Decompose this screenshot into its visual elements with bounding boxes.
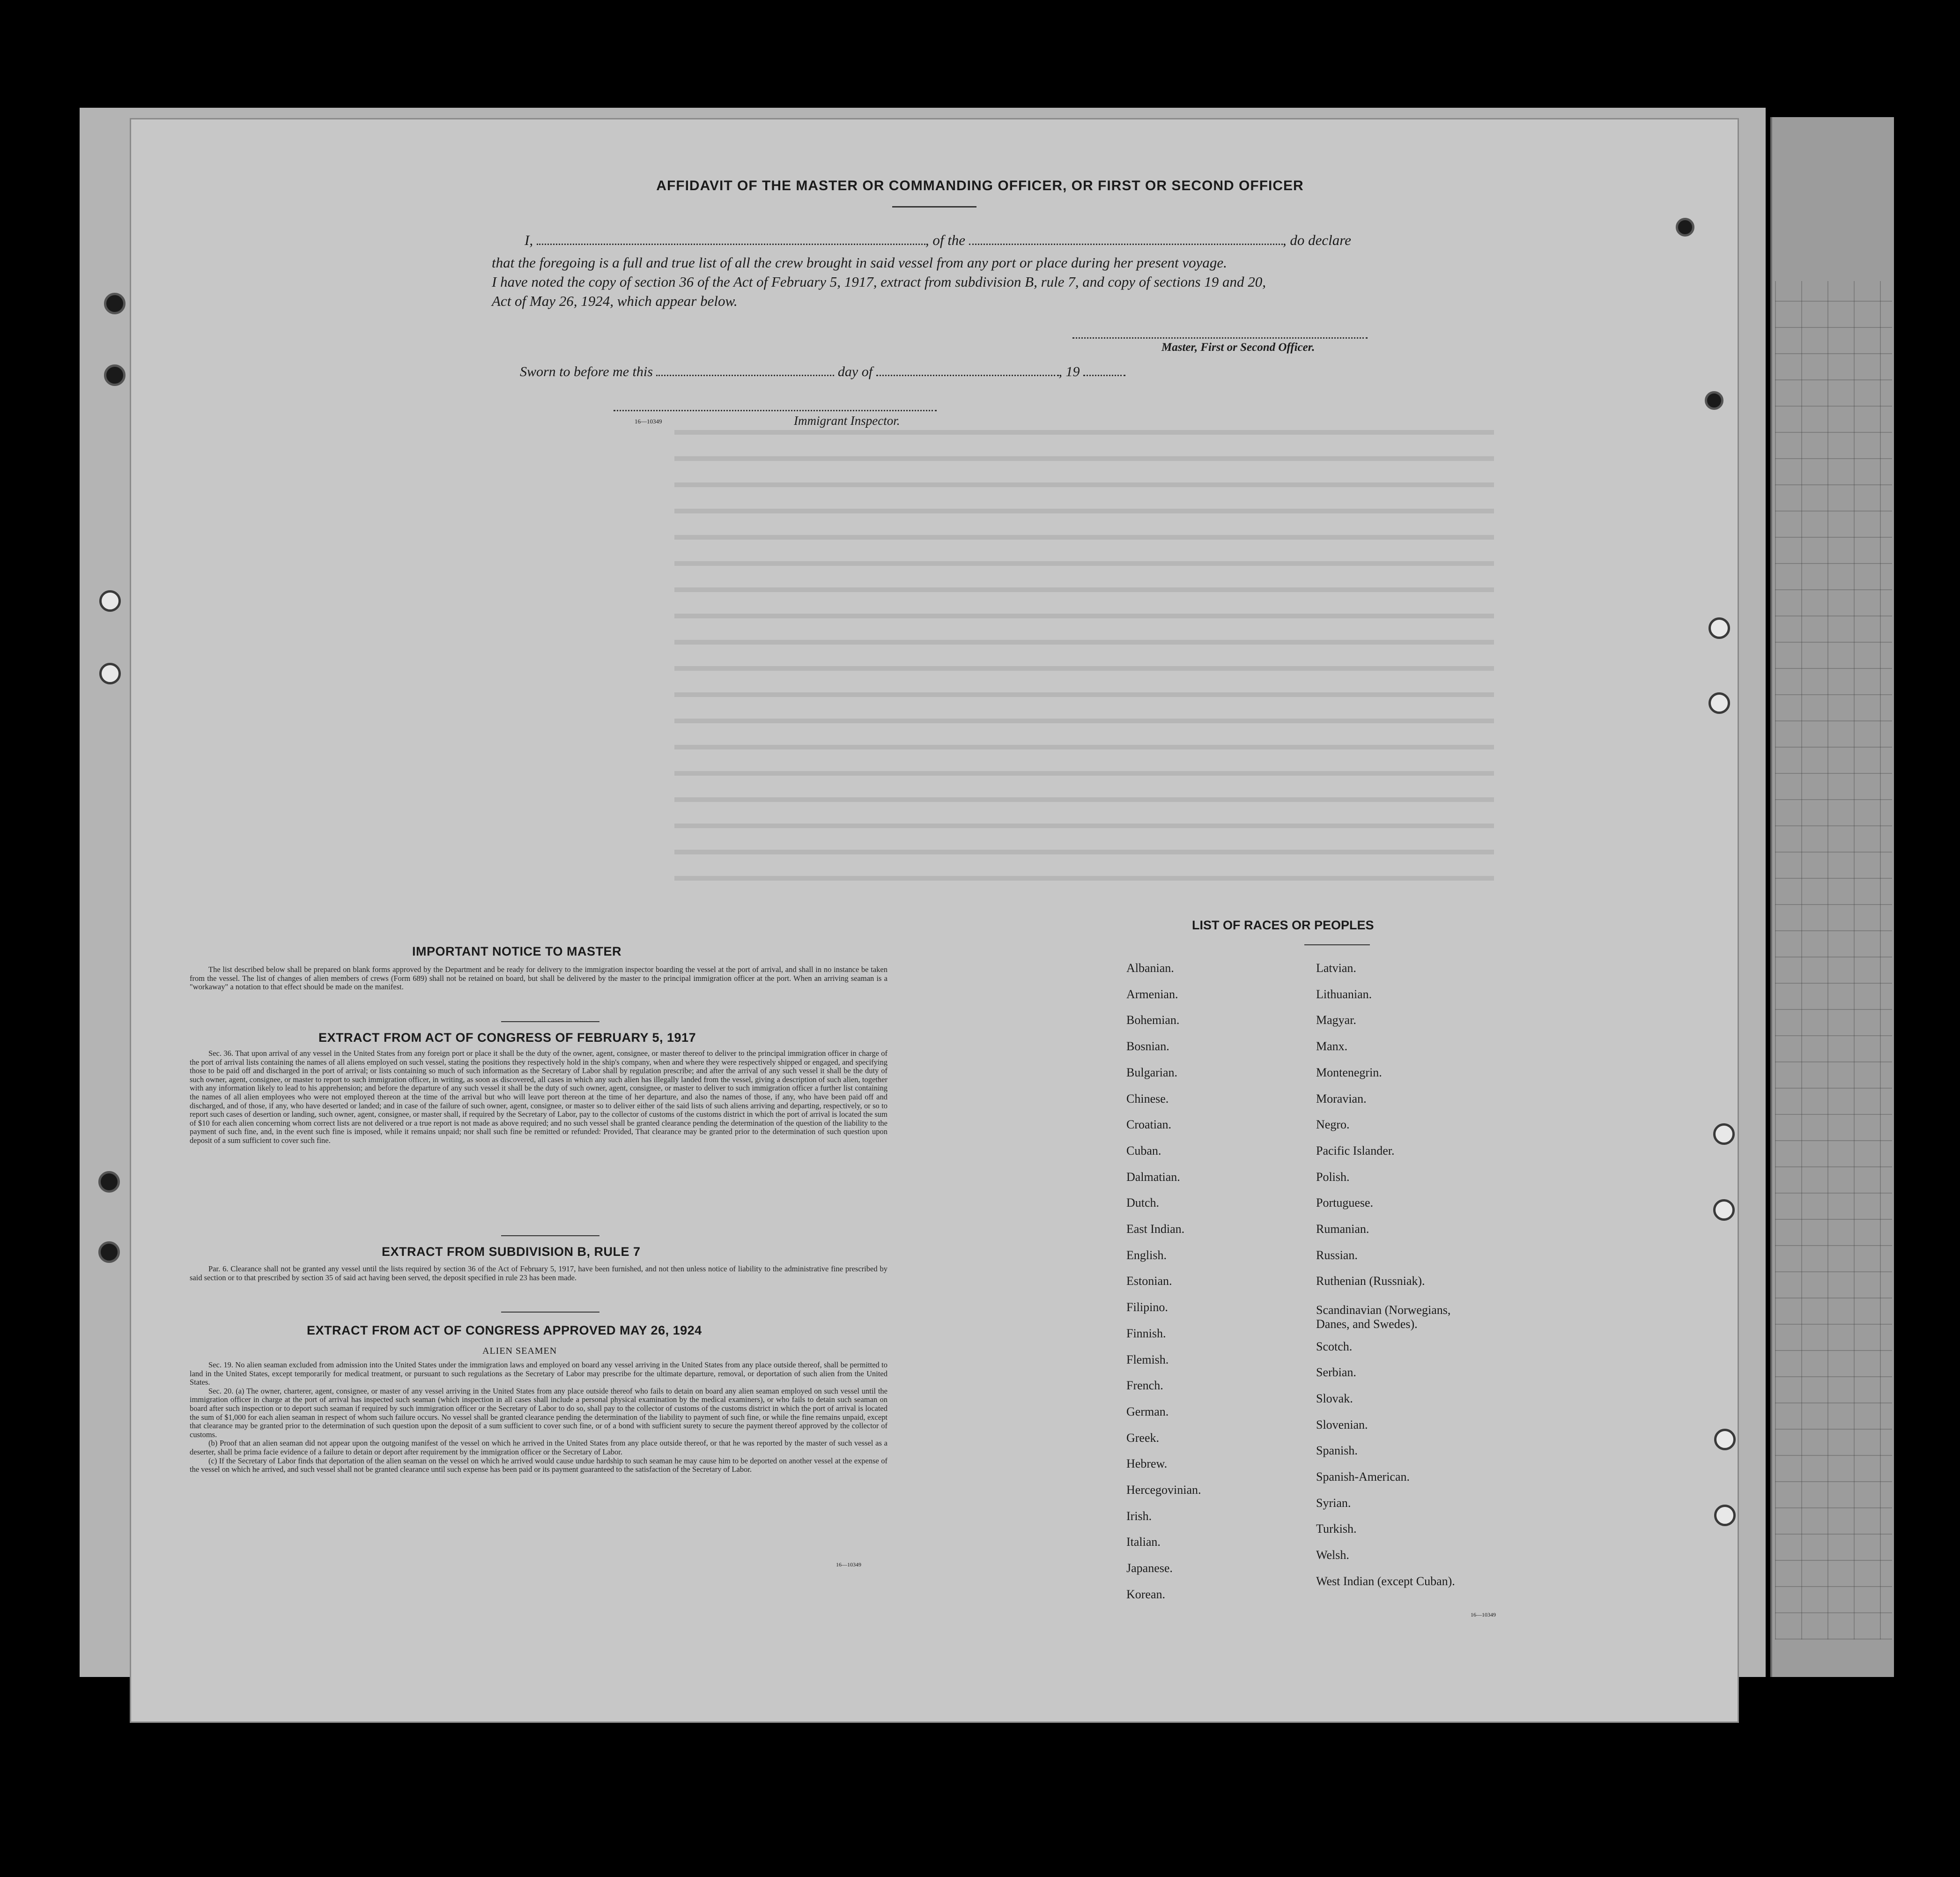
races-divider	[1304, 944, 1370, 945]
race-item: Polish.	[1316, 1170, 1350, 1184]
race-item: Armenian.	[1126, 987, 1178, 1001]
race-item: Serbian.	[1316, 1365, 1356, 1380]
sec-20b-text: (b) Proof that an alien seaman did not appear upon the outgoing manifest of the vessel on which he arrived in the United States from any place outside thereof, or that he was reported by the master of such vessel as a deserter, shall be prima facie evidence of a failure to detain or deport after requirement by the immigration officer or the Secretary of Labor.	[190, 1439, 888, 1456]
race-item: Moravian.	[1316, 1091, 1367, 1105]
punch-hole-icon	[1676, 218, 1694, 237]
race-item: Portuguese.	[1316, 1196, 1374, 1210]
races-title: LIST OF RACES OR PEOPLES	[1192, 918, 1374, 932]
form-number: 16—10349	[836, 1561, 861, 1568]
race-item: Pacific Islander.	[1316, 1143, 1395, 1157]
affidavit-title: AFFIDAVIT OF THE MASTER OR COMMANDING OFFICER, OR FIRST OR SECOND OFFICER	[656, 178, 1304, 193]
master-signature-field[interactable]	[1072, 337, 1368, 339]
affidavit-paragraph: that the foregoing is a full and true list of all the crew brought in said vessel from any port or place during her present voyage. I have noted the copy of section 36 of the Act of February 5, 1917, extract from subdivision B, rule 7, and copy of sections 19 and 20, Act of May 26, 1924, which appear below.	[492, 254, 1266, 309]
punch-hole-icon	[1705, 391, 1723, 410]
race-item: Hercegovinian.	[1126, 1483, 1201, 1497]
form-number: 16—10349	[1471, 1611, 1496, 1618]
race-item: Negro.	[1316, 1118, 1350, 1132]
punch-hole-icon	[1709, 692, 1730, 714]
punch-hole-icon	[1709, 617, 1730, 639]
title-divider	[892, 206, 976, 208]
race-item: Bohemian.	[1126, 1013, 1180, 1027]
race-item: Ruthenian (Russniak).	[1316, 1274, 1425, 1288]
race-item: Filipino.	[1126, 1300, 1168, 1314]
race-item: Scandinavian (Norwegians, Danes, and Swedes).	[1316, 1303, 1451, 1331]
notice-title: IMPORTANT NOTICE TO MASTER	[412, 944, 621, 958]
race-item: German.	[1126, 1404, 1169, 1418]
inspector-caption: Immigrant Inspector.	[794, 414, 900, 428]
sec-20c-text: (c) If the Secretary of Labor finds that deportation of the alien seaman on the vessel on which he arrived would cause undue hardship to such seaman he may cause him to be deported on another vessel at the expense of the vessel on which he arrived, and such vessel shall not be granted clearance until such expense has been paid or its payment guaranteed to the satisfaction of the Secretary of Labor.	[190, 1456, 888, 1474]
section-divider	[501, 1235, 599, 1236]
sworn-month-field[interactable]	[876, 364, 1059, 376]
do-declare-label: , do declare	[1282, 232, 1351, 248]
race-item: West Indian (except Cuban).	[1316, 1574, 1455, 1588]
inspector-signature-field[interactable]	[614, 410, 937, 411]
punch-hole-icon	[1713, 1199, 1735, 1221]
race-item: French.	[1126, 1379, 1163, 1393]
sworn-label: Sworn to before me this	[520, 364, 653, 379]
race-item: Rumanian.	[1316, 1222, 1369, 1236]
race-item: Spanish.	[1316, 1444, 1358, 1458]
i-label: I,	[525, 232, 533, 248]
day-of-label: day of	[837, 364, 873, 379]
race-item: Scotch.	[1316, 1339, 1353, 1353]
race-item: Slovak.	[1316, 1391, 1353, 1405]
vessel-name-field[interactable]	[969, 233, 1283, 245]
race-item: Finnish.	[1126, 1326, 1166, 1340]
alien-seamen-subtitle: ALIEN SEAMEN	[482, 1346, 557, 1356]
race-item: Syrian.	[1316, 1496, 1351, 1510]
race-item: East Indian.	[1126, 1222, 1185, 1236]
master-signature-caption: Master, First or Second Officer.	[1161, 341, 1315, 354]
race-item: Magyar.	[1316, 1013, 1356, 1027]
sworn-line	[520, 364, 1125, 380]
race-item: Welsh.	[1316, 1548, 1349, 1562]
race-item: Manx.	[1316, 1039, 1348, 1053]
year-label: , 19	[1058, 364, 1080, 379]
race-item: Flemish.	[1126, 1352, 1169, 1366]
punch-hole-icon	[1713, 1123, 1735, 1145]
race-item: English.	[1126, 1248, 1167, 1262]
punch-hole-icon	[104, 293, 126, 314]
document-page	[131, 119, 1738, 1721]
of-the-label: , of the	[925, 232, 966, 248]
race-item: Japanese.	[1126, 1561, 1173, 1575]
race-item: Turkish.	[1316, 1522, 1357, 1536]
race-item: Irish.	[1126, 1509, 1152, 1523]
race-item: Croatian.	[1126, 1118, 1172, 1132]
race-item: Korean.	[1126, 1587, 1166, 1601]
race-item: Albanian.	[1126, 961, 1174, 975]
sec-19-text: Sec. 19. No alien seaman excluded from admission into the United States under the immigration laws and employed on board any vessel arriving in the United States from any place outside thereof, shall be permitted to land in the United States, except temporarily for medical treatment, or pursuant to such regulations as the Secretary of Labor may prescribe for the ultimate departure, removal, or deportation of such alien from the United States.	[190, 1360, 888, 1387]
race-item: Bosnian.	[1126, 1039, 1169, 1053]
race-item: Hebrew.	[1126, 1457, 1168, 1471]
sworn-day-field[interactable]	[656, 364, 834, 376]
race-item: Greek.	[1126, 1431, 1160, 1445]
background-grid	[1775, 281, 1892, 1640]
punch-hole-icon	[99, 590, 121, 612]
race-item: Lithuanian.	[1316, 987, 1372, 1001]
sworn-year-field[interactable]	[1083, 364, 1125, 376]
punch-hole-icon	[98, 1241, 120, 1263]
extract-rule7-text: Par. 6. Clearance shall not be granted any vessel until the lists required by section 36 of the Act of February 5, 1917, have been furnished, and not then unless notice of liability to the administrative fine prescribed by said section or to that prescribed by section 35 of said act having been served, the deposit specified in rule 23 has been made.	[190, 1264, 888, 1282]
section-divider	[501, 1312, 599, 1313]
race-item: Dutch.	[1126, 1196, 1160, 1210]
race-item: Estonian.	[1126, 1274, 1172, 1288]
officer-name-field[interactable]	[537, 233, 925, 245]
race-item: Bulgarian.	[1126, 1065, 1178, 1079]
section-divider	[501, 1021, 599, 1022]
race-item: Latvian.	[1316, 961, 1356, 975]
race-item: Russian.	[1316, 1248, 1358, 1262]
punch-hole-icon	[99, 663, 121, 684]
punch-hole-icon	[1714, 1505, 1736, 1526]
bleed-through	[674, 412, 1494, 881]
punch-hole-icon	[98, 1171, 120, 1193]
race-item: Dalmatian.	[1126, 1170, 1180, 1184]
notice-text: The list described below shall be prepared on blank forms approved by the Department and be ready for delivery to the immigration inspector boarding the vessel at the port of arrival, and shall in no instance be taken from the vessel. The list of changes of alien members of crews (Form 689) shall not be retained on board, but shall be delivered by the master to the principal immigration officer at the port. When an arriving seaman is a "workaway" a notation to that effect should be made on the manifest.	[190, 965, 888, 992]
extract-1924-text	[190, 1361, 888, 1474]
race-item: Italian.	[1126, 1535, 1161, 1549]
sec-20a-text: Sec. 20. (a) The owner, charterer, agent, consignee, or master of any vessel arriving in the United States from any place outside thereof who fails to detain on board any alien seaman employed on such vessel until the immigration officer in charge at the port of arrival has inspected such seaman (which inspection in all cases shall include a personal physical examination by the medical examiners), or who fails to detain such seaman on board after such inspection or to deport such seaman if required by such immigration officer or the Secretary of Labor to do so, shall pay to the collector of customs of the customs district in which the port of arrival is located the sum of $1,000 for each alien seaman in respect of whom such failure occurs. No vessel shall be granted clearance pending the determination of the liability to payment of such fine, or while the fine remains unpaid, except that clearance may be granted prior to the determination of such question upon the deposit of a sum sufficient to cover such fine, or of a bond with sufficient surety to secure the payment thereof approved by the collector of customs.	[190, 1386, 888, 1439]
extract-1917-text: Sec. 36. That upon arrival of any vessel in the United States from any foreign port or place it shall be the duty of the owner, agent, consignee, or master thereof to deliver to the principal immigration officer in charge of the port of arrival lists containing the names of all aliens employed on such vessel, stating the positions they respectively hold in the ship's company, when and where they were respectively shipped or engaged, and specifying those to be paid off and discharged in the port of arrival; or lists containing so much of such information as the Secretary of Labor shall by regulation prescribe; and after the arrival of any such vessel it shall be the duty of such owner, agent, consignee, or master to report to such immigration officer, in writing, as soon as discovered, all cases in which any such alien has illegally landed from the vessel, giving a description of such alien, together with any information likely to lead to his apprehension; and before the departure of any such vessel it shall be the duty of such owner, agent, consignee, or master to deliver to such immigration officer a further list containing the names of all alien employees who were not employed thereon at the time of the arrival but who will leave port thereon at the time of her departure, and also the names of those, if any, who have been paid off and discharged, and of those, if any, who have deserted or landed; and in case of the failure of such owner, agent, consignee, or master so to deliver either of the said lists of such aliens arriving and departing, respectively, or so to report such cases of desertion or landing, such owner, agent, consignee, or master shall, if required by the Secretary of Labor, pay to the collector of customs of the customs district in which the port of arrival is located the sum of $10 for each alien concerning whom correct lists are not delivered or a true report is not made as above required; and no such vessel shall be granted clearance pending the determination of the question of the liability to the payment of such fine, and, in the event such fine is imposed, while it remains unpaid; nor shall such fine be remitted or refunded: Provided, That clearance may be granted prior to the determination of such question upon deposit of a sum sufficient to cover such fine.	[190, 1049, 888, 1145]
race-item: Spanish-American.	[1316, 1470, 1410, 1484]
race-item: Cuban.	[1126, 1143, 1161, 1157]
affidavit-declaration-line	[525, 232, 1351, 249]
race-item: Slovenian.	[1316, 1417, 1368, 1432]
punch-hole-icon	[104, 364, 126, 386]
race-item: Montenegrin.	[1316, 1065, 1382, 1079]
extract-rule7-title: EXTRACT FROM SUBDIVISION B, RULE 7	[382, 1245, 641, 1259]
punch-hole-icon	[1714, 1429, 1736, 1450]
extract-1924-title: EXTRACT FROM ACT OF CONGRESS APPROVED MAY 26, 1924	[307, 1323, 702, 1337]
extract-1917-title: EXTRACT FROM ACT OF CONGRESS OF FEBRUARY 5, 1917	[318, 1031, 696, 1045]
race-item: Chinese.	[1126, 1091, 1169, 1105]
form-number: 16—10349	[635, 418, 662, 425]
